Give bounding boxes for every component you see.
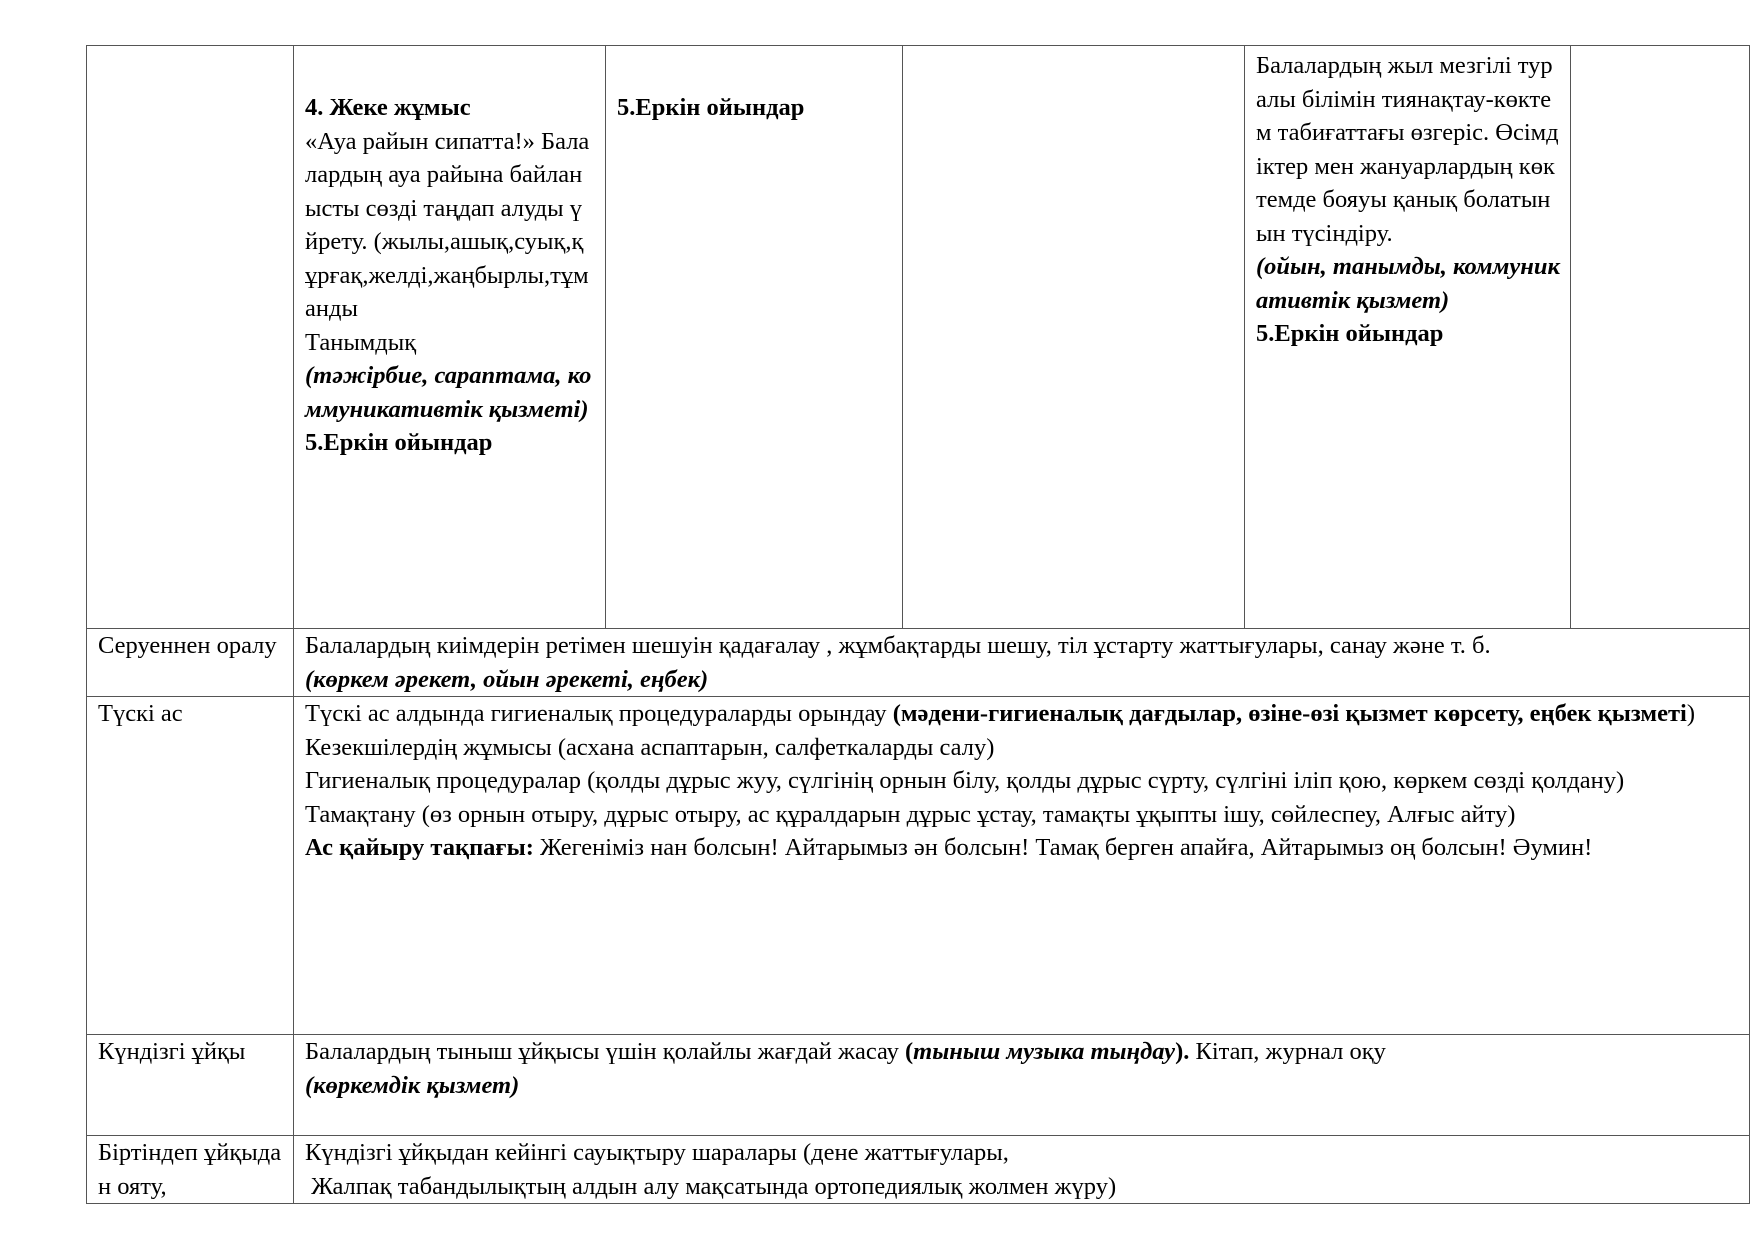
row-label: Серуеннен оралу	[87, 629, 294, 697]
free-games-label: 5.Еркін ойындар	[305, 429, 493, 456]
return-from-walk-text: Балалардың киімдерін ретімен шешуін қадағалау , жұмбақтарды шешу, тіл ұстарту жаттығулары, санау және т. б.	[305, 632, 1491, 659]
empty-cell	[903, 46, 1245, 629]
lunch-hygiene-close: )	[1686, 700, 1695, 727]
lunch-cell	[294, 697, 1750, 1035]
table-row	[87, 46, 1750, 629]
individual-work-cell	[294, 46, 606, 629]
individual-work-activity: (тәжірбие, сараптама, коммуникативтік қызметі)	[305, 362, 592, 423]
lunch-poem-title: Ас қайыру тақпағы:	[305, 834, 534, 861]
wake-up-cell	[294, 1136, 1750, 1204]
wake-up-line-2: Жалпақ табандылықтың алдын алу мақсатында ортопедиялық жолмен жүру)	[305, 1172, 1117, 1200]
row-label: Күндізгі ұйқы	[87, 1035, 294, 1136]
seasons-activity: (ойын, танымды, коммуникативтік қызмет)	[1256, 253, 1560, 314]
table-row	[87, 1035, 1750, 1136]
individual-work-text: «Ауа райын сипатта!» Балалардың ауа райына байланысты сөзді таңдап алуды үйрету. (жылы,ашық,суық,құрғақ,желді,жаңбырлы,тұманды	[305, 127, 590, 322]
empty-cell	[87, 46, 294, 629]
wake-up-line-1: Күндізгі ұйқыдан кейінгі сауықтыру шаралары (дене жаттығулары,	[305, 1139, 1009, 1166]
nap-reading: Кітап, журнал оқу	[1189, 1038, 1386, 1065]
nap-close-paren: ).	[1175, 1038, 1190, 1065]
seasons-cell	[1245, 46, 1571, 629]
nap-activity: (көркемдік қызмет)	[305, 1071, 520, 1099]
table-row	[87, 697, 1750, 1035]
lunch-poem-text: Жегеніміз нан болсын! Айтарымыз ән болсын! Тамақ берген апайға, Айтарымыз оң болсын! Әумин!	[533, 834, 1593, 861]
nap-music: тыныш музыка тыңдау	[913, 1038, 1176, 1065]
nap-line	[305, 1035, 1739, 1069]
row-label: Біртіндеп ұйқыдан ояту,	[87, 1136, 294, 1204]
daily-plan-table	[86, 45, 1750, 1204]
lunch-procedures-line: Гигиеналық процедуралар (қолды дұрыс жуу, сүлгінің орнын білу, қолды дұрыс сүрту, сүлгіні іліп қою, көркем сөзді қолдану)	[305, 767, 1625, 794]
lunch-duty-line: Кезекшілердің жұмысы (асхана аспаптарын, салфеткаларды салу)	[305, 733, 995, 761]
table-row	[87, 629, 1750, 697]
lunch-eating-line: Тамақтану (өз орнын отыру, дұрыс отыру, ас құралдарын дұрыс ұстау, тамақты ұқыпты ішу, сөйлеспеу, Алғыс айту)	[305, 800, 1516, 828]
nap-open-paren: (	[905, 1038, 914, 1065]
free-games-label: 5.Еркін ойындар	[1256, 320, 1444, 347]
return-from-walk-activity: (көркем әрекет, ойын әрекеті, еңбек)	[305, 665, 709, 693]
lunch-hygiene-line	[305, 697, 1739, 731]
lunch-hygiene-activity: (мәдени-гигиеналық дағдылар, өзіне-өзі қызмет көрсету, еңбек қызметі	[892, 700, 1687, 727]
lunch-hygiene-text: Түскі ас алдында гигиеналық процедураларды орындау	[305, 700, 893, 727]
individual-work-heading: 4. Жеке жұмыс	[305, 94, 471, 121]
lunch-poem-line	[305, 831, 1739, 865]
individual-work-area: Танымдық	[305, 328, 417, 356]
seasons-text: Балалардың жыл мезгілі туралы білімін тиянақтау-көктем табиғаттағы өзгеріс. Өсімдіктер мен жануарлардың көктемде бояуы қанық болатынын түсіндіру.	[1256, 52, 1559, 247]
return-from-walk-cell	[294, 629, 1750, 697]
free-games-heading: 5.Еркін ойындар	[617, 94, 805, 121]
empty-cell	[1571, 46, 1750, 629]
nap-cell	[294, 1035, 1750, 1136]
free-games-cell	[606, 46, 903, 629]
table-row	[87, 1136, 1750, 1204]
row-label: Түскі ас	[87, 697, 294, 1035]
nap-text: Балалардың тыныш ұйқысы үшін қолайлы жағдай жасау	[305, 1038, 905, 1065]
